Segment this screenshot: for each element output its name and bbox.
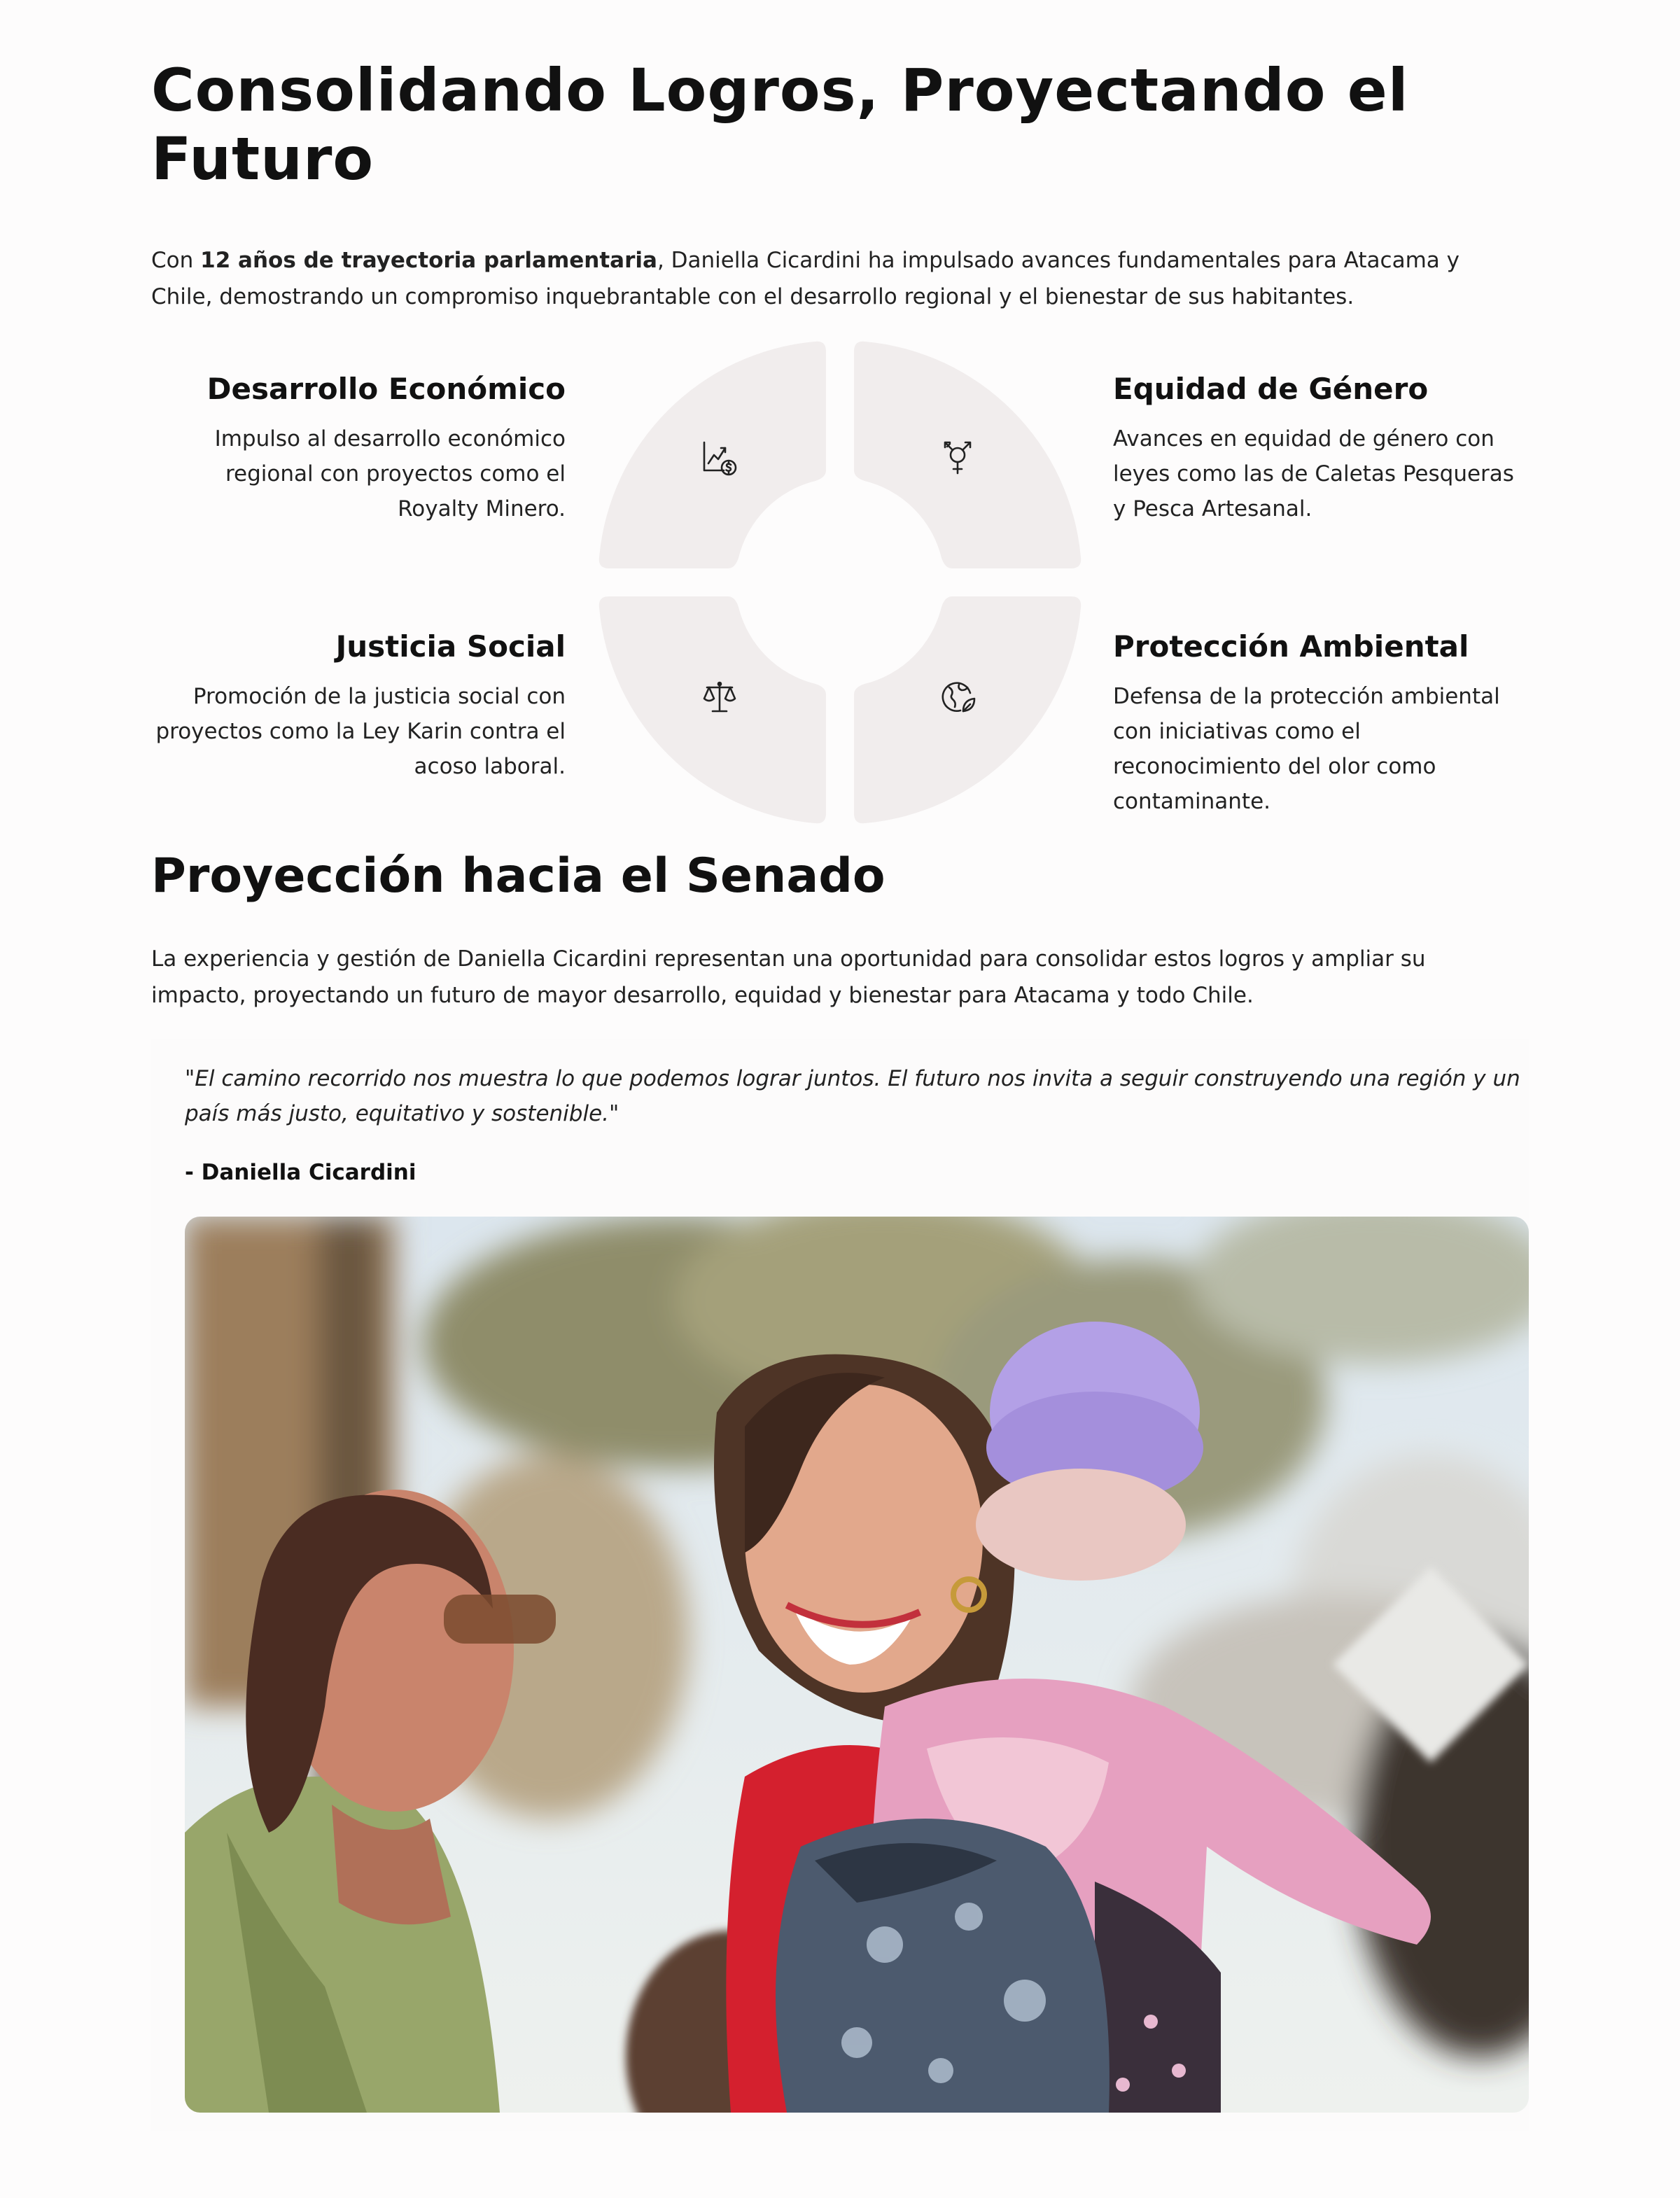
senate-heading: Proyección hacia el Senado bbox=[151, 848, 886, 904]
quote-text: "El camino recorrido nos muestra lo que podemos lograr juntos. El futuro nos invita a seguir construyendo una región y un país más justo, equitativo y sostenible." bbox=[185, 1066, 1520, 1126]
feature-text-environment: Defensa de la protección ambiental con iniciativas como el reconocimiento del olor como contaminante. bbox=[1113, 684, 1500, 814]
senate-paragraph: La experiencia y gestión de Daniella Cicardini representan una oportunidad para consolidar estos logros y ampliar su impacto, proyectando un futuro de mayor desarrollo, equidad y bienestar para Atacama y todo Chile. bbox=[151, 946, 1426, 1008]
feature-text-gender: Avances en equidad de género con leyes como las de Caletas Pesqueras y Pesca Artesanal. bbox=[1113, 426, 1514, 522]
page-title: Consolidando Logros, Proyectando el Futuro bbox=[151, 56, 1409, 193]
feature-title-environment: Protección Ambiental bbox=[1113, 629, 1469, 664]
intro-highlight: 12 años de trayectoria parlamentaria bbox=[200, 248, 657, 273]
scales-icon bbox=[700, 678, 739, 717]
gender-symbol-icon bbox=[938, 437, 977, 476]
quote-author: - Daniella Cicardini bbox=[185, 1160, 416, 1185]
intro-prefix: Con bbox=[151, 248, 201, 273]
feature-title-justice: Justicia Social bbox=[335, 629, 566, 664]
feature-title-gender: Equidad de Género bbox=[1113, 372, 1429, 406]
feature-title-economic: Desarrollo Económico bbox=[206, 372, 566, 406]
campaign-photo bbox=[185, 1217, 1529, 2113]
economic-growth-icon bbox=[700, 438, 739, 477]
feature-text-economic: Impulso al desarrollo económico regional con proyectos como el Royalty Minero. bbox=[214, 426, 566, 522]
intro-rest: , Daniella Cicardini ha impulsado avances fundamentales para Atacama y Chile, demostrando un compromiso inquebrantable con el desarrollo regional y el bienestar de sus habitantes. bbox=[151, 248, 1460, 309]
feature-text-justice: Promoción de la justicia social con proyectos como la Ley Karin contra el acoso laboral. bbox=[155, 684, 566, 779]
eco-globe-icon bbox=[938, 678, 977, 717]
intro-paragraph bbox=[151, 242, 1523, 315]
photo-scene bbox=[185, 1217, 1529, 2113]
achievements-ring bbox=[595, 337, 1085, 827]
